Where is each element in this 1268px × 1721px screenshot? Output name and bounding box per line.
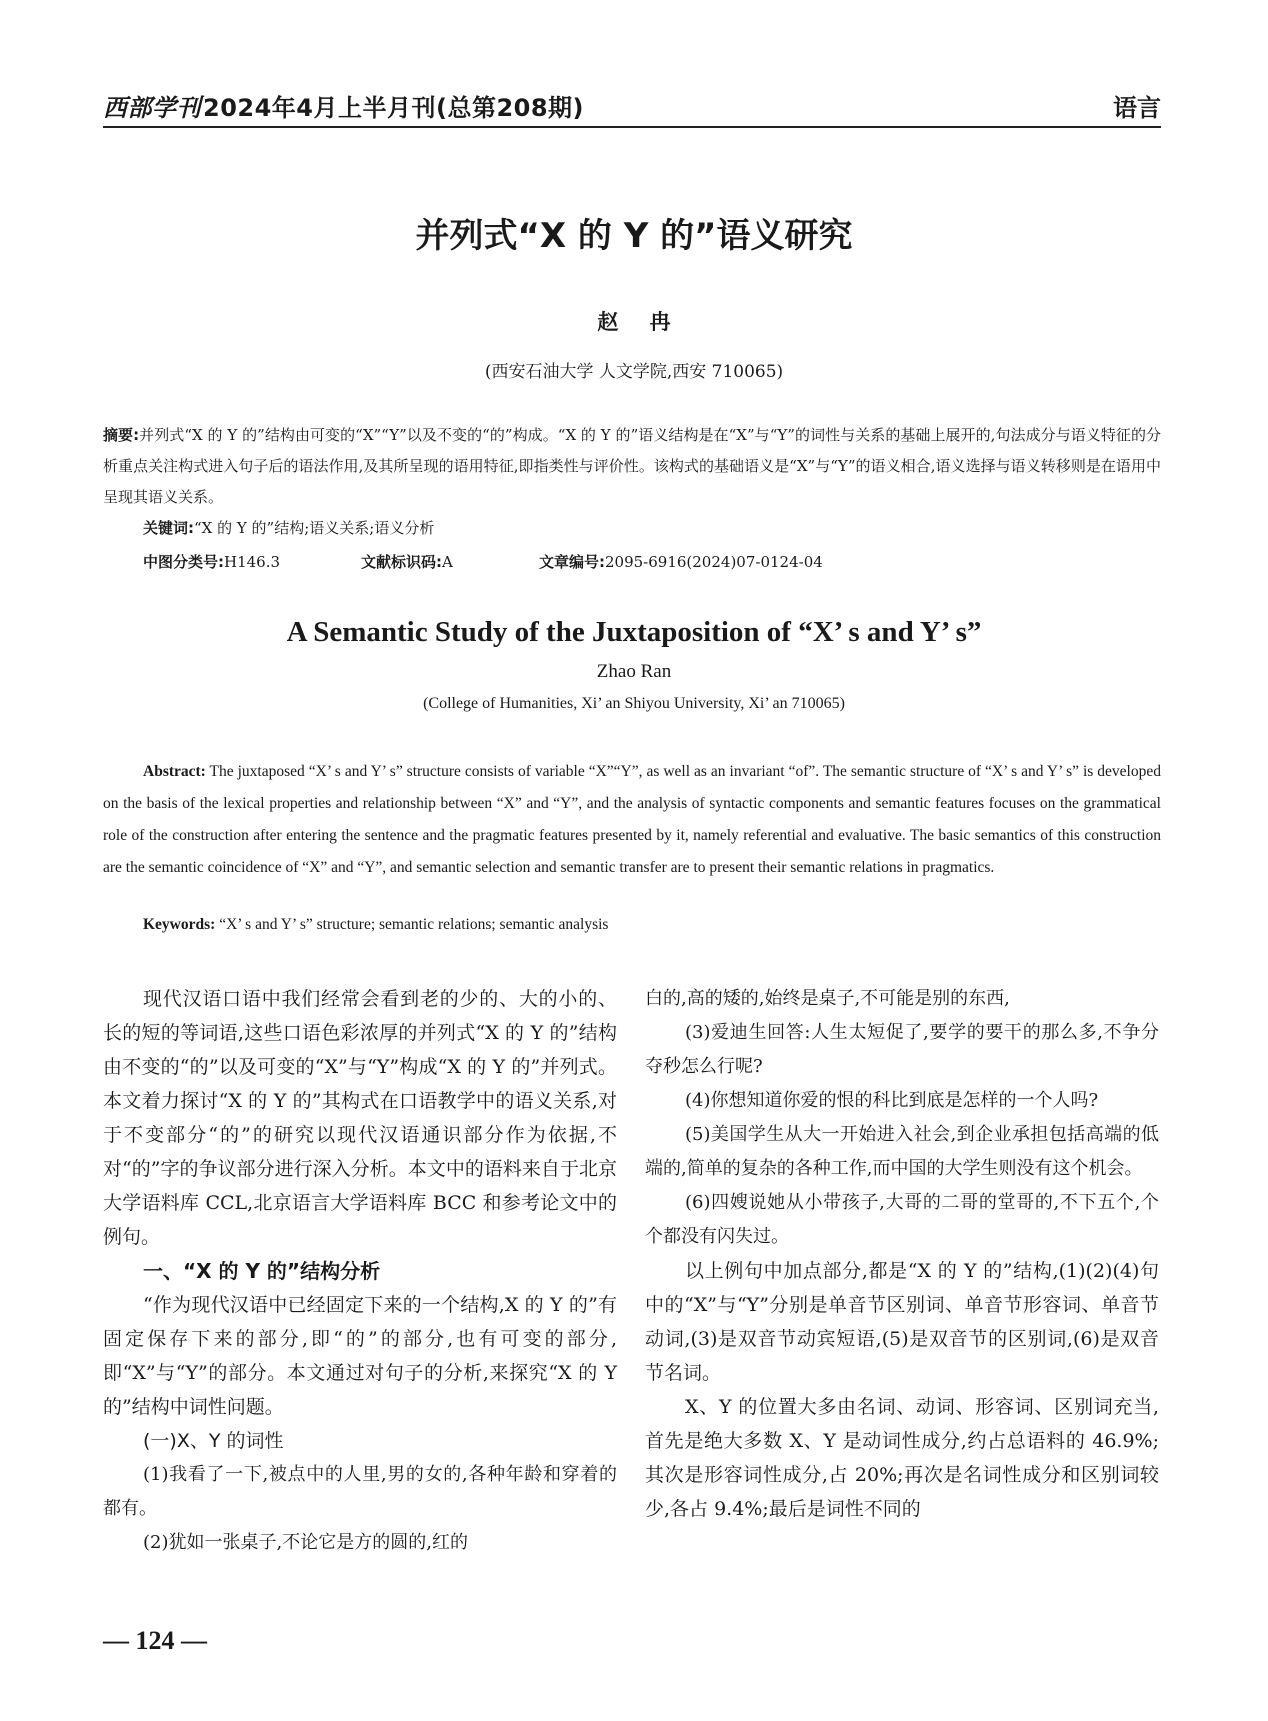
abstract-en xyxy=(103,756,1161,884)
affiliation-en: (College of Humanities, Xi’ an Shiyou University, Xi’ an 710065) xyxy=(423,695,845,712)
example-sentence-continued: 白的,高的矮的,始终是桌子,不可能是别的东西, xyxy=(645,988,1010,1009)
article-number-value: 2095-6916(2024)07-0124-04 xyxy=(605,553,823,571)
body-paragraph: X、Y 的位置大多由名词、动词、形容词、区别词充当,首先是绝大多数 X、Y 是动词性成分,约占总语料的 46.9%;其次是形容词性成分,占 20%;再次是名词性成分和区别词较少,各占 9.4%;最后是词性不同的 xyxy=(645,1396,1159,1520)
doc-code-value: A xyxy=(442,553,453,571)
body-paragraph: 以上例句中加点部分,都是“X 的 Y 的”结构,(1)(2)(4)句中的“X”与“Y”分别是单音节区别词、单音节形容词、单音节动词,(3)是双音节动宾短语,(5)是双音节的区别词,(6)是双音节名词。 xyxy=(645,1260,1159,1384)
example-sentence: (1)我看了一下,被点中的人里,男的女的,各种年龄和穿着的都有。 xyxy=(103,1464,617,1519)
header-rule xyxy=(103,126,1161,128)
body-column-right xyxy=(645,982,1159,1526)
doc-code-label: 文献标识码: xyxy=(361,553,442,571)
example-sentence: (4)你想知道你爱的恨的科比到底是怎样的一个人吗? xyxy=(685,1090,1099,1111)
body-paragraph: 现代汉语口语中我们经常会看到老的少的、大的小的、长的短的等词语,这些口语色彩浓厚的并列式“X 的 Y 的”结构由不变的“的”以及可变的“X”与“Y”构成“X 的 Y 的”并列式。本文着力探讨“X 的 Y 的”其构式在口语教学中的语义关系,对于不变部分“的”的研究以现代汉语通识部分作为依据,不对“的”字的争议部分进行深入分析。本文中的语料来自于北京大学语料库 CCL,北京语言大学语料库 BCC 和参考论文中的例句。 xyxy=(103,988,617,1248)
example-sentence: (5)美国学生从大一开始进入社会,到企业承担包括高端的低端的,简单的复杂的各种工作,而中国的大学生则没有这个机会。 xyxy=(645,1124,1159,1179)
abstract-cn-label: 摘要: xyxy=(103,426,140,444)
subsection-heading: (一)X、Y 的词性 xyxy=(143,1430,284,1452)
journal-logo: 西部学刊 xyxy=(103,93,201,122)
issue-info: 2024年4月上半月刊(总第208期) xyxy=(203,94,585,122)
affiliation: (西安石油大学 人文学院,西安 710065) xyxy=(484,362,784,382)
example-sentence: (3)爱迪生回答:人生太短促了,要学的要干的那么多,不争分夺秒怎么行呢? xyxy=(645,1022,1159,1077)
author-en: Zhao Ran xyxy=(596,661,672,682)
paper-title-en: A Semantic Study of the Juxtaposition of “X’ s and Y’ s” xyxy=(286,616,982,648)
abstract-cn-text: 并列式“X 的 Y 的”结构由可变的“X”“Y”以及不变的“的”构成。“X 的 Y 的”语义结构是在“X”与“Y”的词性与关系的基础上展开的,句法成分与语义特征的分析重点关注构式进入句子后的语法作用,及其所呈现的语用特征,即指类性与评价性。该构式的基础语义是“X”与“Y”的语义相合,语义选择与语义转移则是在语用中呈现其语义关系。 xyxy=(103,426,1162,506)
abstract-cn xyxy=(103,420,1161,513)
section-heading: 一、“X 的 Y 的”结构分析 xyxy=(143,1259,381,1283)
classification-meta xyxy=(143,551,823,572)
journal-header xyxy=(103,88,584,123)
keywords-en xyxy=(143,916,608,934)
keywords-cn-text: “X 的 Y 的”结构;语义关系;语义分析 xyxy=(194,519,435,537)
body-paragraph: “作为现代汉语中已经固定下来的一个结构,X 的 Y 的”有固定保存下来的部分,即“的”的部分,也有可变的部分,即“X”与“Y”的部分。本文通过对句子的分析,来探究“X 的 Y 的”结构中词性问题。 xyxy=(103,1294,617,1418)
abstract-en-label: Abstract: xyxy=(143,763,206,780)
author: 赵 冉 xyxy=(597,309,683,334)
example-sentence: (2)犹如一张桌子,不论它是方的圆的,红的 xyxy=(143,1532,468,1553)
clc-label: 中图分类号: xyxy=(143,553,224,571)
section-label: 语言 xyxy=(1113,94,1161,122)
page-number: — 124 — xyxy=(103,1626,207,1655)
example-sentence: (6)四嫂说她从小带孩子,大哥的二哥的堂哥的,不下五个,个个都没有闪失过。 xyxy=(645,1192,1159,1247)
abstract-en-text: The juxtaposed “X’ s and Y’ s” structure consists of variable “X”“Y”, as well as an invariant “of”. The semantic structure of “X’ s and Y’ s” is developed on the basis of the lexical properties and relationship between “X” and “Y”, and the analysis of syntactic components and semantic features focuses on the grammatical role of the construction after entering the sentence and the pragmatic features presented by it, namely referential and evaluative. The basic semantics of this construction are the semantic coincidence of “X” and “Y”, and semantic selection and semantic transfer are to present their semantic relations in pragmatics. xyxy=(103,763,1161,876)
keywords-en-label: Keywords: xyxy=(143,916,216,933)
keywords-cn-label: 关键词: xyxy=(143,519,194,537)
article-number-label: 文章编号: xyxy=(539,553,605,571)
clc-value: H146.3 xyxy=(224,553,281,571)
keywords-cn xyxy=(143,517,434,538)
paper-title: 并列式“X 的 Y 的”语义研究 xyxy=(415,216,853,256)
keywords-en-text: “X’ s and Y’ s” structure; semantic relations; semantic analysis xyxy=(219,916,609,933)
body-column-left xyxy=(103,982,617,1560)
